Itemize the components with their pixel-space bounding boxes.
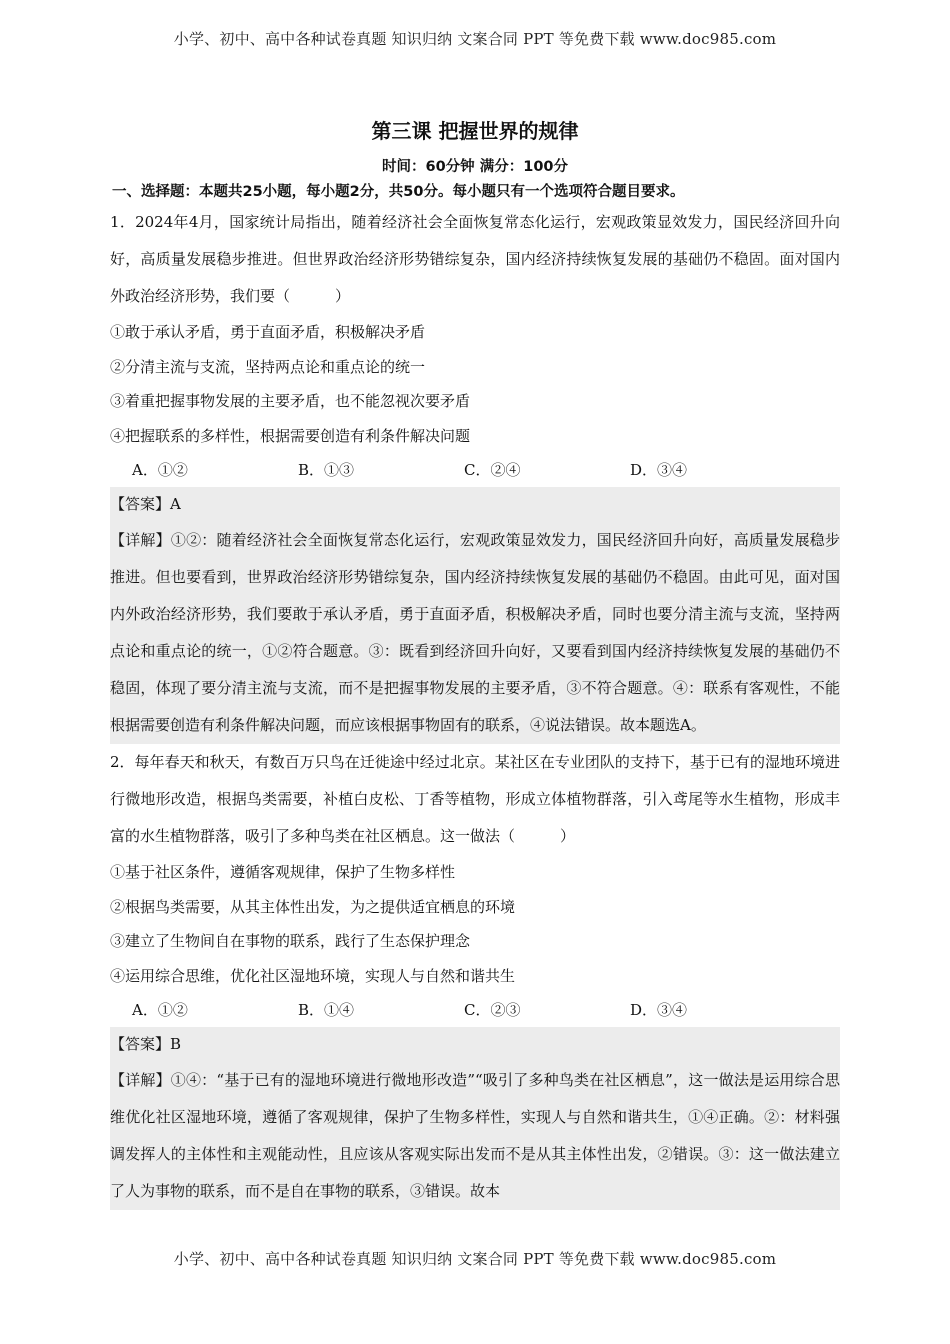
statement-4: ④运用综合思维，优化社区湿地环境，实现人与自然和谐共生 <box>110 966 516 985</box>
question-stem: 2．每年春天和秋天，有数百万只鸟在迁徙途中经过北京。某社区在专业团队的支持下，基于已有的湿地环境进行微地形改造，根据鸟类需要，补植白皮松、丁香等植物，形成立体植物群落，引入鸢尾等水生植物，形成丰富的水生植物群落，吸引了多种鸟类在社区栖息。这一做法（ ） <box>110 753 840 845</box>
explanation: 【详解】①④：“基于已有的湿地环境进行微地形改造”“吸引了多种鸟类在社区栖息”，这一做法是运用综合思维优化社区湿地环境，遵循了客观规律，保护了生物多样性，实现人与自然和谐共生，①④正确。②：材料强调发挥人的主体性和主观能动性，且应该从客观实际出发而不是从其主体性出发，②错误。③：这一做法建立了人为事物的联系，而不是自在事物的联系，③错误。故本 <box>110 1071 840 1200</box>
statement-3: ③着重把握事物发展的主要矛盾，也不能忽视次要矛盾 <box>110 392 471 410</box>
page-footer: 小学、初中、高中各种试卷真题 知识归纳 文案合同 PPT 等免费下载 www.doc985.com <box>173 1250 777 1268</box>
section-title: 一、选择题：本题共25小题，每小题2分，共50分。每小题只有一个选项符合题目要求。 <box>112 184 685 200</box>
choice-list <box>110 993 840 1027</box>
choice-b: B．①④ <box>298 1001 355 1019</box>
choice-b: B．①③ <box>298 461 355 479</box>
question-stem: 1．2024年4月，国家统计局指出，随着经济社会全面恢复常态化运行，宏观政策显效发力，国民经济回升向好，高质量发展稳步推进。但世界政治经济形势错综复杂，国内经济持续恢复发展的基础仍不稳固。面对国内外政治经济形势，我们要（ ） <box>110 213 840 305</box>
statement-3: ③建立了生物间自在事物的联系，践行了生态保护理念 <box>110 932 471 950</box>
choice-list <box>110 453 840 487</box>
question-1 <box>110 204 840 744</box>
statement-4: ④把握联系的多样性，根据需要创造有利条件解决问题 <box>110 426 471 445</box>
answer-box <box>110 1027 840 1210</box>
choice-c: C．②④ <box>464 461 521 479</box>
answer-label: 【答案】A <box>110 495 181 513</box>
choice-a: A．①② <box>132 461 188 479</box>
document-content <box>110 116 840 1210</box>
explanation: 【详解】①②：随着经济社会全面恢复常态化运行，宏观政策显效发力，国民经济回升向好，高质量发展稳步推进。但也要看到，世界政治经济形势错综复杂，国内经济持续恢复发展的基础仍不稳固。由此可见，面对国内外政治经济形势，我们要敢于承认矛盾，勇于直面矛盾，积极解决矛盾，同时也要分清主流与支流，坚持两点论和重点论的统一，①②符合题意。③：既看到经济回升向好，又要看到国内经济持续恢复发展的基础仍不稳固，体现了要分清主流与支流，而不是把握事物发展的主要矛盾，③不符合题意。④：联系有客观性，不能根据需要创造有利条件解决问题，而应该根据事物固有的联系，④说法错误。故本题选A。 <box>110 531 840 734</box>
choice-d: D．③④ <box>630 1001 688 1019</box>
answer-label: 【答案】B <box>110 1035 182 1053</box>
answer-box <box>110 487 840 744</box>
statement-1: ①敢于承认矛盾，勇于直面矛盾，积极解决矛盾 <box>110 323 426 341</box>
question-2 <box>110 744 840 1210</box>
choice-d: D．③④ <box>630 461 688 479</box>
page-header: 小学、初中、高中各种试卷真题 知识归纳 文案合同 PPT 等免费下载 www.doc985.com <box>173 30 777 48</box>
statement-1: ①基于社区条件，遵循客观规律，保护了生物多样性 <box>110 863 456 881</box>
statement-2: ②分清主流与支流，坚持两点论和重点论的统一 <box>110 357 426 376</box>
document-title: 第三课 把握世界的规律 <box>371 119 579 143</box>
choice-a: A．①② <box>132 1001 188 1019</box>
choice-c: C．②③ <box>464 1001 521 1019</box>
exam-meta: 时间：60分钟 满分：100分 <box>382 159 568 175</box>
statement-2: ②根据鸟类需要，从其主体性出发，为之提供适宜栖息的环境 <box>110 897 516 916</box>
